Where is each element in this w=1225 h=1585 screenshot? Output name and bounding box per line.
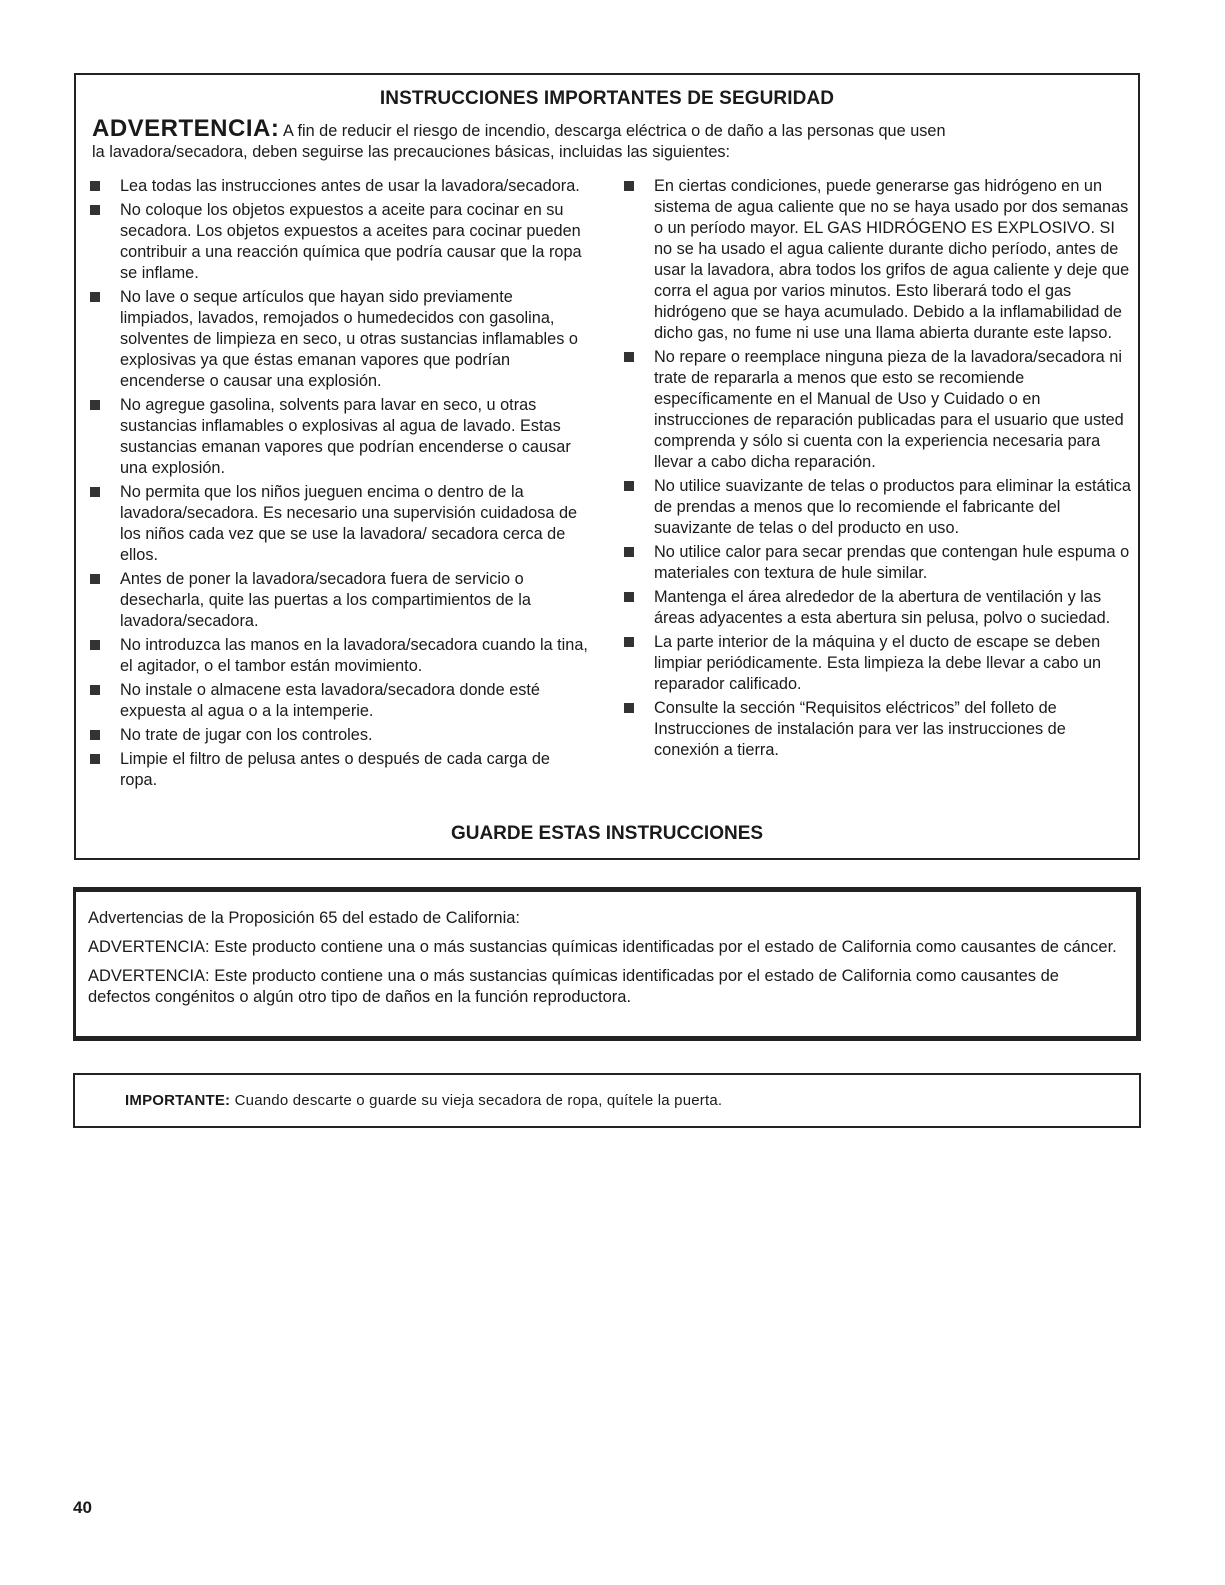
prop65-warning-cancer: ADVERTENCIA: Este producto contiene una o más sustancias químicas identificadas por el estado de California como causantes de cáncer.: [88, 938, 1117, 956]
list-item: No trate de jugar con los controles.: [90, 725, 590, 746]
bullet-square-icon: [90, 640, 100, 650]
list-item: En ciertas condiciones, puede generarse gas hidrógeno en un sistema de agua caliente que no se haya usado por dos semanas o un período mayor. EL GAS HIDRÓGENO ES EXPLOSIVO. SI no se ha usado el agua caliente durante dicho período, antes de usar la lavadora, abra todos los grifos de agua caliente y deje que corra el agua por varios minutos. Esto liberará todo el gas hidrógeno que se haya acumulado. Debido a la inflamabilidad de dicho gas, no fume ni use una llama abierta durante este lapso.: [624, 176, 1134, 344]
list-item: Consulte la sección “Requisitos eléctricos” del folleto de Instrucciones de instalación para ver las instrucciones de conexión a tierra.: [624, 698, 1134, 761]
bullet-square-icon: [90, 685, 100, 695]
list-item: Lea todas las instrucciones antes de usar la lavadora/secadora.: [90, 176, 590, 197]
bullet-square-icon: [90, 487, 100, 497]
list-item: No agregue gasolina, solvents para lavar en seco, u otras sustancias inflamables o explosivas al agua de lavado. Estas sustancias emanan vapores que podrían encenderse o causar una explosión.: [90, 395, 590, 479]
bullet-square-icon: [90, 205, 100, 215]
bullet-square-icon: [624, 481, 634, 491]
list-item: No lave o seque artículos que hayan sido previamente limpiados, lavados, remojados o humedecidos con gasolina, solventes de limpieza en seco, u otras sustancias inflamables o explosivas ya que éstas emanan vapores que podrían encenderse o causar una explosión.: [90, 287, 590, 392]
list-item: No repare o reemplace ninguna pieza de la lavadora/secadora ni trate de repararla a menos que esto se recomiende específicamente en el Manual de Uso y Cuidado o en instrucciones de reparación publicadas para el usuario que usted comprenda y sólo si cuenta con la experiencia necesaria para llevar a cabo dicha reparación.: [624, 347, 1134, 473]
list-item: No utilice suavizante de telas o productos para eliminar la estática de prendas a menos que lo recomiende el fabricante del suavizante de telas o del producto en uso.: [624, 476, 1134, 539]
important-note-box: [73, 1073, 1141, 1128]
bullet-square-icon: [90, 730, 100, 740]
important-label: IMPORTANTE:: [125, 1092, 231, 1109]
safety-list-left: [90, 176, 590, 794]
bullet-square-icon: [90, 574, 100, 584]
bullet-square-icon: [624, 592, 634, 602]
list-item: Limpie el filtro de pelusa antes o después de cada carga de ropa.: [90, 749, 590, 791]
list-item: Antes de poner la lavadora/secadora fuera de servicio o desecharla, quite las puertas a los compartimientos de la lavadora/secadora.: [90, 569, 590, 632]
bullet-square-icon: [90, 400, 100, 410]
list-item: Mantenga el área alrededor de la abertura de ventilación y las áreas adyacentes a esta abertura sin pelusa, polvo o suciedad.: [624, 587, 1134, 629]
bullet-square-icon: [624, 181, 634, 191]
list-item: No utilice calor para secar prendas que contengan hule espuma o materiales con textura de hule similar.: [624, 542, 1134, 584]
warning-line-2: la lavadora/secadora, deben seguirse las precauciones básicas, incluidas las siguientes:: [92, 143, 731, 161]
warning-line-1: A fin de reducir el riesgo de incendio, descarga eléctrica o de daño a las personas que usen: [282, 122, 946, 140]
safety-list-right: [624, 176, 1134, 764]
prop65-warning-reproductive: ADVERTENCIA: Este producto contiene una o más sustancias químicas identificadas por el estado de California como causantes de defectos congénitos o algún otro tipo de daños en la función reproductora.: [88, 967, 1059, 1006]
bullet-square-icon: [90, 754, 100, 764]
prop65-warning-box: [73, 887, 1141, 1041]
list-item: No instale o almacene esta lavadora/secadora donde esté expuesta al agua o a la intemperie.: [90, 680, 590, 722]
save-instructions-heading: GUARDE ESTAS INSTRUCCIONES: [450, 823, 764, 844]
bullet-square-icon: [624, 703, 634, 713]
safety-title: INSTRUCCIONES IMPORTANTES DE SEGURIDAD: [379, 88, 835, 109]
safety-instructions-box: [74, 73, 1140, 860]
bullet-square-icon: [624, 352, 634, 362]
important-text: Cuando descarte o guarde su vieja secadora de ropa, quítele la puerta.: [234, 1092, 723, 1109]
warning-intro: [92, 115, 1132, 163]
list-item: No introduzca las manos en la lavadora/secadora cuando la tina, el agitador, o el tambor están movimiento.: [90, 635, 590, 677]
bullet-square-icon: [90, 292, 100, 302]
bullet-square-icon: [624, 637, 634, 647]
warning-word: ADVERTENCIA:: [92, 115, 280, 142]
list-item: No permita que los niños jueguen encima o dentro de la lavadora/secadora. Es necesario una supervisión cuidadosa de los niños cada vez que se use la lavadora/ secadora cerca de ellos.: [90, 482, 590, 566]
list-item: La parte interior de la máquina y el ducto de escape se deben limpiar periódicamente. Esta limpieza la debe llevar a cabo un reparador calificado.: [624, 632, 1134, 695]
prop65-heading: Advertencias de la Proposición 65 del estado de California:: [88, 909, 521, 927]
page-number: 40: [73, 1498, 92, 1517]
list-item: No coloque los objetos expuestos a aceite para cocinar en su secadora. Los objetos expuestos a aceites para cocinar pueden contribuir a una reacción química que podría causar que la ropa se inflame.: [90, 200, 590, 284]
bullet-square-icon: [90, 181, 100, 191]
bullet-square-icon: [624, 547, 634, 557]
